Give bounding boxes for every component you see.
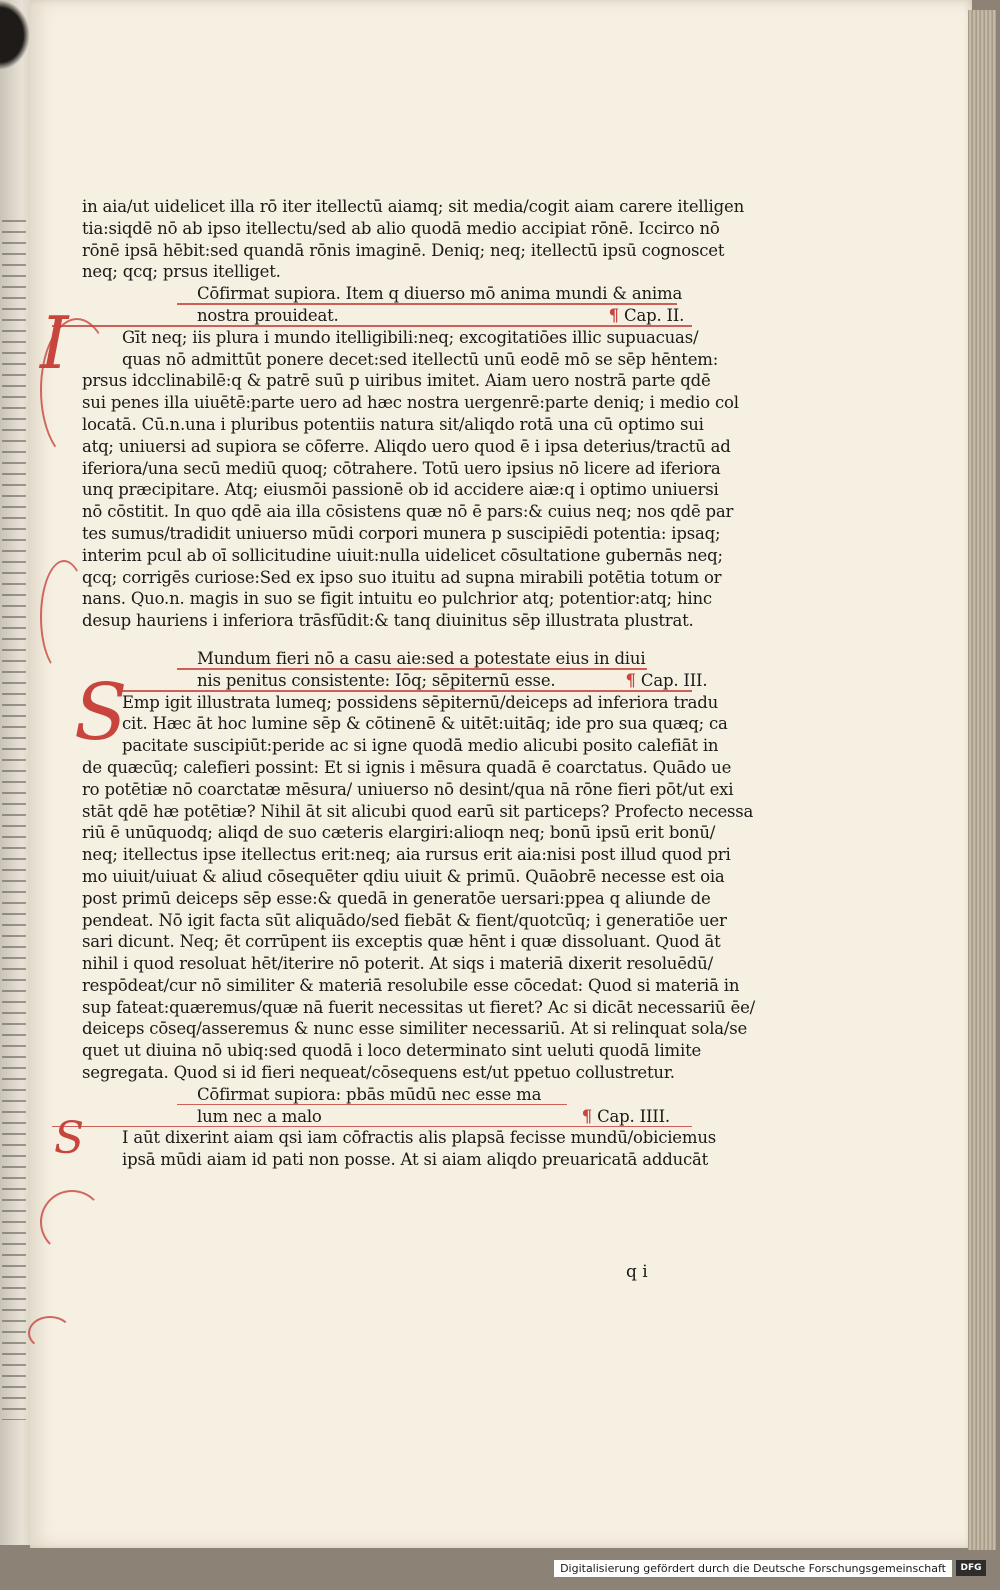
text-line: tia:siqdē nō ab ipso itellectu/sed ab alio quodā medio accipiat rōnē. Iccirco nō bbox=[82, 218, 720, 238]
pilcrow-icon: ¶ bbox=[581, 1106, 593, 1126]
text-line: desup hauriens i inferiora trāsfūdit:& tanq diuinitus sēp illustrata plustrat. bbox=[82, 611, 694, 631]
chapter-4-heading bbox=[82, 1084, 692, 1128]
text-line: ipsā mūdi aiam id pati non posse. At si aiam aliqdo preuaricatā adducāt bbox=[122, 1150, 709, 1170]
chapter-heading-line bbox=[82, 305, 692, 327]
text-line: qcq; corrigēs curiose:Sed ex ipso suo ituitu ad supna mirabili potētia totum or bbox=[82, 567, 722, 587]
text-line: ro potētiæ nō coarctatæ mēsura/ uniuerso nō desint/qua nā rōne fieri pōt/ut exi bbox=[82, 779, 734, 799]
text-line: unq præcipitare. Atq; eiusmōi passionē ob id accidere aiæ:q i optimo uniuersi bbox=[82, 480, 719, 500]
text-line: nihil i quod resoluat hēt/iterire nō poterit. At siqs i materiā dixerit resoluēdū/ bbox=[82, 954, 713, 974]
rubric-flourish bbox=[40, 560, 88, 674]
facing-page-text-bleed bbox=[2, 220, 26, 1420]
chapter-number: Cap. IIII. bbox=[597, 1106, 670, 1126]
dfg-logo-icon: DFG bbox=[956, 1560, 986, 1576]
text-line: mo uiuit/uiuat & aliud cōsequēter qdiu uiuit & primū. Quāobrē necesse est oia bbox=[82, 866, 725, 886]
chapter-number: Cap. II. bbox=[624, 305, 685, 325]
text-line: quet ut diuina nō ubiq:sed quodā i loco determinato sint ueluti quodā limite bbox=[82, 1041, 702, 1061]
text-line: interim pcul ab oī sollicitudine uiuit:nulla uidelicet cōsultatione gubernās neq; bbox=[82, 545, 723, 565]
rubric-flourish bbox=[40, 1190, 104, 1254]
text-line: in aia/ut uidelicet illa rō iter itellectū aiamq; sit media/cogit aiam carere itelligen bbox=[82, 197, 744, 216]
rubric-underline bbox=[177, 303, 677, 305]
rubric-underline bbox=[177, 1104, 567, 1106]
text-line: respōdeat/cur nō similiter & materiā resolubile esse cōcedat: Quod si materiā in bbox=[82, 975, 740, 995]
chapter-heading-line: Mundum fieri nō a casu aie:sed a potestate eius in diui bbox=[197, 648, 646, 668]
text-line: neq; itellectus ipse itellectus erit:neq; aia rursus erit aia:nisi post illud quod pri bbox=[82, 845, 731, 865]
text-line: pacitate suscipiūt:peride ac si igne quodā medio alicubi posito calefiāt in bbox=[122, 736, 719, 756]
chapter-heading-line: Cōfirmat supiora. Item q diuerso mō anima mundi & anima bbox=[197, 284, 683, 304]
chapter-3-heading bbox=[82, 648, 708, 692]
text-line: prsus idcclinabilē:q & patrē suū p uiribus imitet. Aiam uero nostrā parte qdē bbox=[82, 371, 711, 391]
text-line: segregata. Quod si id fieri nequeat/cōsequens est/ut ppetuo collustretur. bbox=[82, 1063, 675, 1083]
text-line: de quæcūq; calefieri possint: Et si ignis i mēsura quadā ē coarctatus. Quādo ue bbox=[82, 757, 732, 777]
chapter-heading-line: Cōfirmat supiora: pbās mūdū nec esse ma bbox=[197, 1084, 542, 1104]
chapter-heading-line bbox=[82, 670, 708, 692]
chapter-heading-text: nostra prouideat. bbox=[197, 305, 339, 325]
paragraph-1 bbox=[82, 196, 744, 283]
text-line: atq; uniuersi ad supiora se cōferre. Aliqdo uero quod ē i ipsa deterius/tractū ad bbox=[82, 436, 731, 456]
text-line: rōnē ipsā hēbit:sed quandā rōnis imaginē. Deniq; neq; itellectū ipsū cognoscet bbox=[82, 240, 725, 260]
chapter-2-heading bbox=[82, 283, 692, 327]
text-line: nō cōstitit. In quo qdē aia illa cōsistens quæ nō ē pars:& cuius neq; nos qdē par bbox=[82, 502, 734, 522]
signature-mark: q i bbox=[626, 1262, 648, 1282]
text-line: sui penes illa uiuētē:parte uero ad hæc nostra uergenrē:parte deniq; i medio col bbox=[82, 393, 739, 413]
section-gap bbox=[82, 632, 692, 648]
text-line: pendeat. Nō igit facta sūt aliquādo/sed fiebāt & fient/quotcūq; i generatiōe uer bbox=[82, 910, 727, 930]
text-line: cit. Hæc āt hoc lumine sēp & cōtinenē & uitēt:uitāq; ide pro sua quæq; ca bbox=[122, 714, 728, 734]
chapter-heading-line bbox=[82, 1106, 692, 1128]
footer-bar bbox=[0, 1550, 1000, 1590]
binding-shadow bbox=[0, 0, 30, 70]
pilcrow-icon: ¶ bbox=[625, 670, 636, 690]
rubric-flourish bbox=[28, 1316, 72, 1350]
page-stack-edge bbox=[968, 10, 996, 1550]
chapter-number: Cap. III. bbox=[640, 670, 708, 690]
text-line: tes sumus/tradidit uniuerso mūdi corpori munera p suscipiēdi potentia: ipsaq; bbox=[82, 523, 721, 543]
rubric-initial: I bbox=[40, 300, 69, 385]
text-line: stāt qdē hæ potētiæ? Nihil āt sit alicubi quod earū sit particeps? Profecto necessa bbox=[82, 801, 754, 821]
text-line: post primū deiceps sēp esse:& quedā in generatōe uersari:ppea q aliunde de bbox=[82, 888, 711, 908]
text-line: nans. Quo.n. magis in suo se figit intuitu eo pulchrior atq; potentior:atq; hinc bbox=[82, 589, 712, 609]
rubric-underline bbox=[177, 668, 647, 670]
text-line: iferiora/una secū mediū quoq; cōtrahere. Totū uero ipsius nō licere ad iferiora bbox=[82, 458, 721, 478]
text-line: neq; qcq; prsus itelliget. bbox=[82, 262, 281, 282]
text-line: quas nō admittūt ponere decet:sed itellectū unū eodē mō se sēp hēntem: bbox=[122, 349, 719, 369]
funding-credit: Digitalisierung gefördert durch die Deutsche Forschungsgemeinschaft bbox=[554, 1560, 952, 1577]
text-line: riū ē unūquodq; aliqd de suo cæteris elargiri:alioqn neq; bonū ipsū erit bonū/ bbox=[82, 823, 716, 843]
main-text bbox=[40, 196, 755, 1171]
text-line: deiceps cōseq/asseremus & nunc esse similiter necessariū. At si relinquat sola/se bbox=[82, 1019, 748, 1039]
chapter-heading-text: lum nec a malo bbox=[197, 1106, 322, 1126]
text-line: Gīt neq; iis plura i mundo itelligibili:neq; excogitatiōes illic supuacuas/ bbox=[122, 327, 699, 347]
text-line: I aūt dixerint aiam qsi iam cōfractis alis plapsā fecisse mundū/obiciemus bbox=[122, 1128, 717, 1148]
chapter-heading-text: nis penitus consistente: Iōq; sēpiternū esse. bbox=[197, 670, 556, 690]
text-line: Emp igit illustrata lumeq; possidens sēpiternū/deiceps ad inferiora tradu bbox=[122, 692, 719, 712]
text-line: sari dicunt. Neq; ēt corrūpent iis exceptis quæ hēnt i quæ dissoluant. Quod āt bbox=[82, 932, 721, 952]
rubric-initial: S bbox=[74, 667, 128, 758]
text-line: locatā. Cū.n.una i pluribus potentiis natura sit/aliqdo rotā una cū optimo sui bbox=[82, 414, 704, 434]
text-line: sup fateat:quæremus/quæ nā fuerit necessitas ut fieret? Ac si dicāt necessariū ēe/ bbox=[82, 997, 755, 1017]
rubric-initial: S bbox=[54, 1113, 84, 1165]
pilcrow-icon: ¶ bbox=[608, 305, 619, 325]
